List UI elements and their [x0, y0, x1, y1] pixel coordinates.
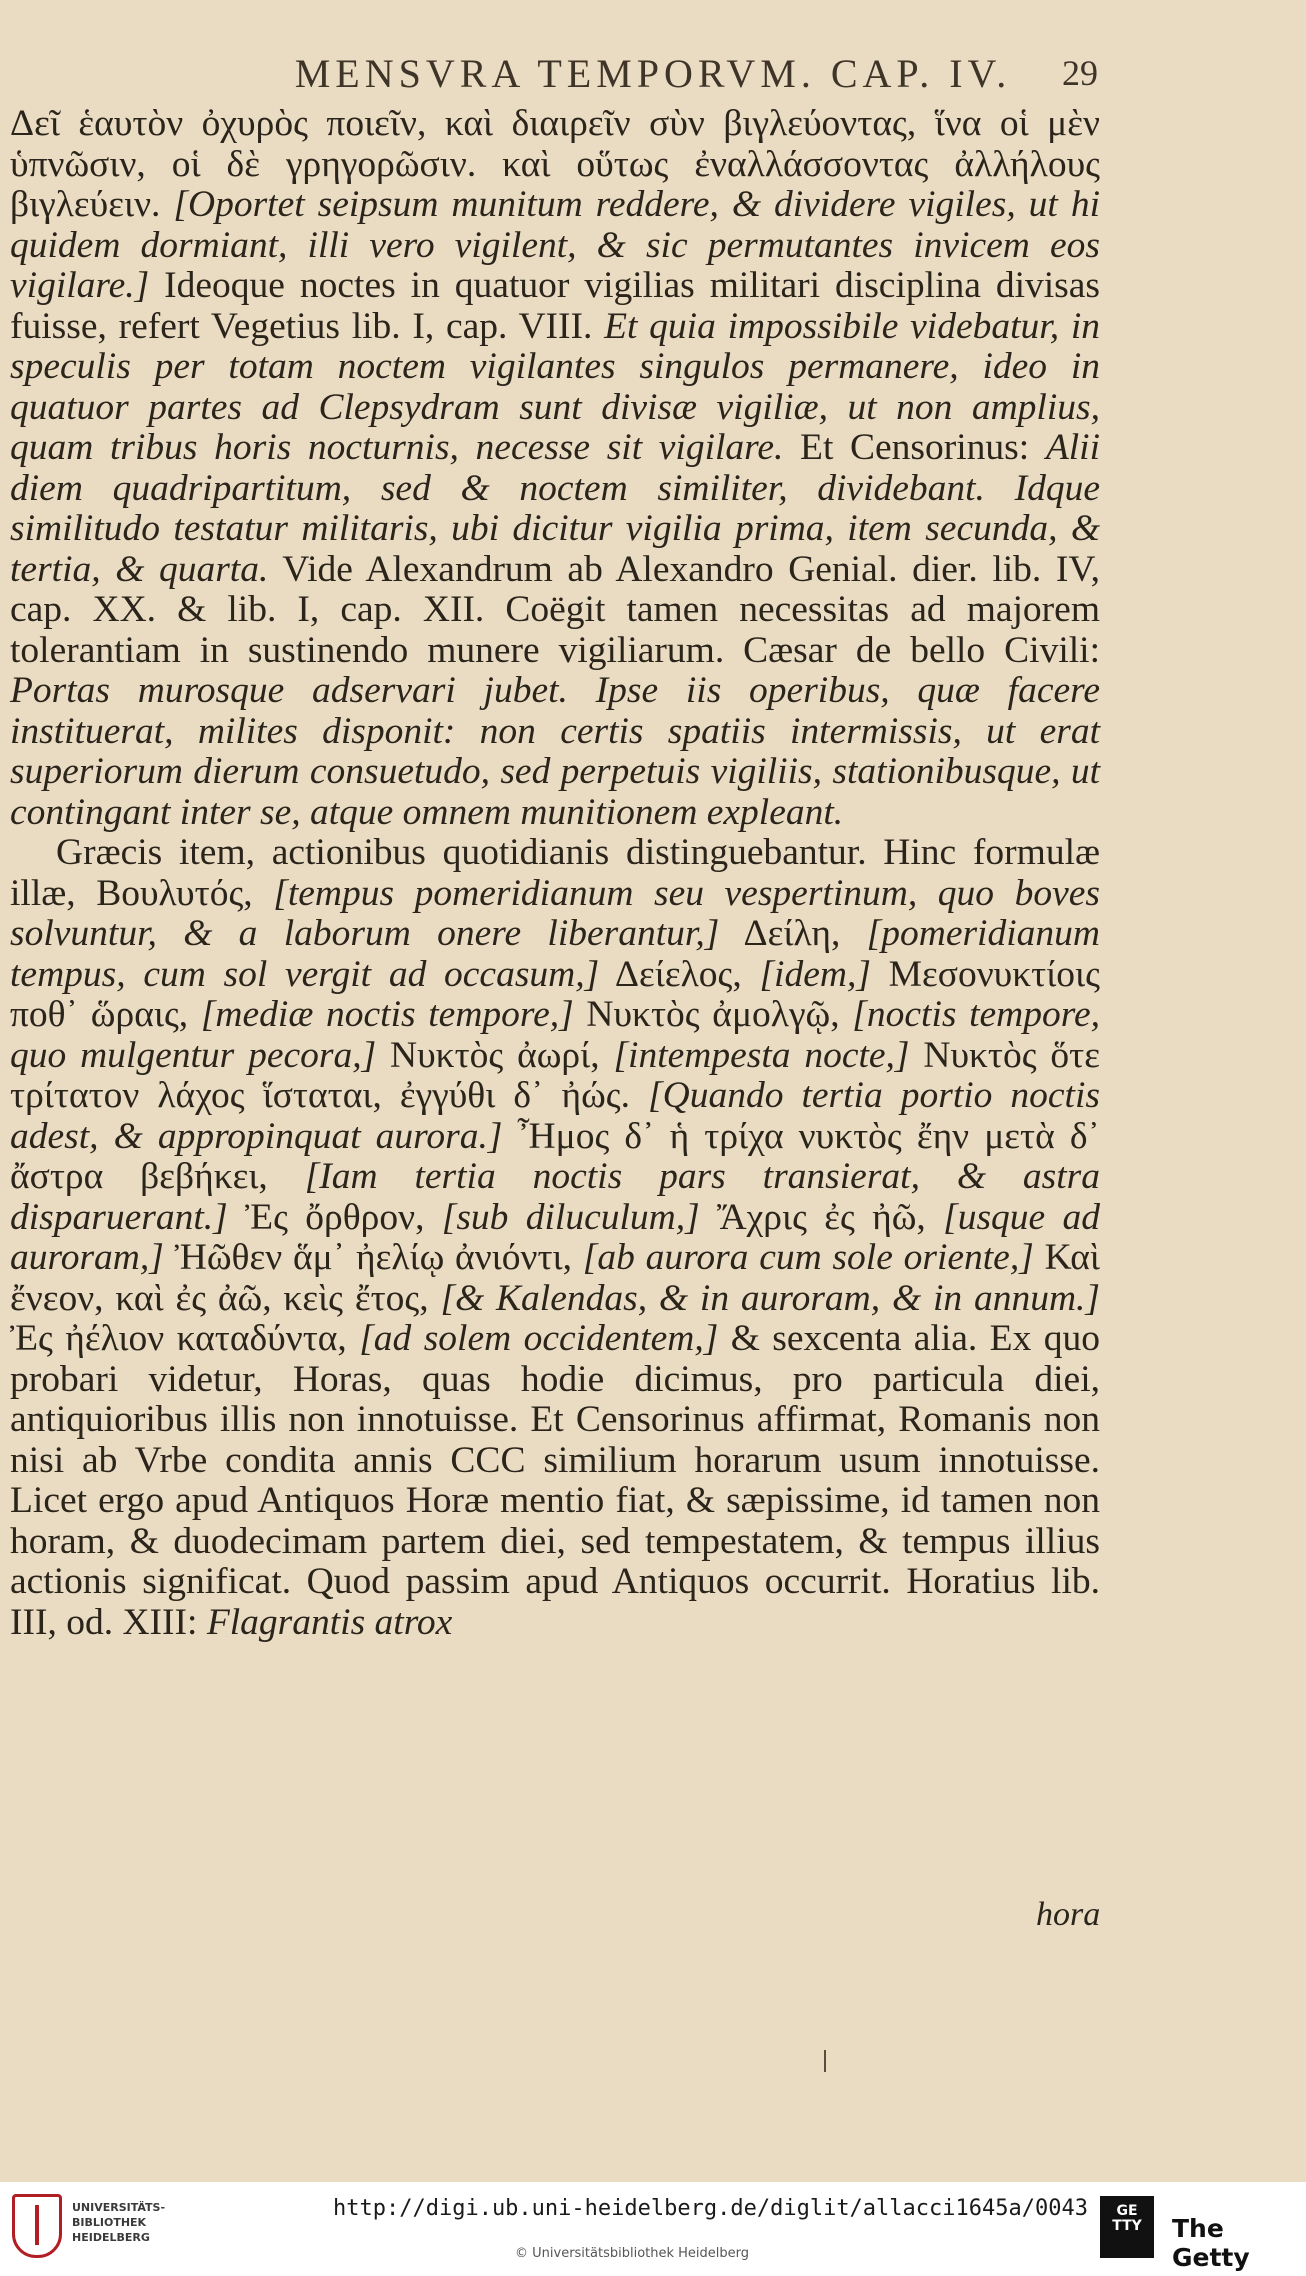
text-run: Δείελος,: [599, 953, 760, 995]
catchword: hora: [1036, 1896, 1101, 1933]
text-run: Δεῖ ἑαυτὸν ὀχυρὸς ποιεῖν, καὶ διαιρεῖν σὺν βιγλεύοντας, ἵνα οἱ μὲν ὑπνῶσιν, οἱ δὲ γρηγορῶσιν. καὶ οὕτως ἐναλλάσσοντας ἀλλήλους βιγλεύειν.: [10, 103, 1100, 225]
getty-label: The Getty: [1172, 2214, 1250, 2272]
paragraph-2: [10, 833, 1100, 1643]
running-head: MENSVRA TEMPORVM. CAP. IV.: [294, 51, 1012, 96]
latin-gloss: [tempus pomeridianum seu vespertinum, quo boves solvuntur, & a laborum onere liberantur,]: [10, 872, 1100, 954]
latin-gloss: Portas murosque adservari jubet. Ipse iis operibus, quæ facere instituerat, milites disponit: non certis spatiis intermissis, ut erat superiorum dierum consuetudo, sed perpetuis vigiliis, stationibusque, ut contingant inter se, atque omnem munitionem expleant.: [10, 670, 1100, 833]
latin-gloss: [Quando tertia portio noctis adest, & appropinquat aurora.]: [10, 1075, 1100, 1157]
latin-gloss: [pomeridianum tempus, cum sol vergit ad occasum,]: [10, 913, 1100, 995]
text-run: Νυκτὸς ὅτε τρίτατον λάχος ἵσταται, ἐγγύθι δ᾽ ἠώς.: [10, 1034, 1100, 1116]
text-run: Δείλη,: [719, 913, 867, 954]
latin-gloss: Flagrantis atrox: [206, 1601, 453, 1643]
viewer-footer: [0, 2182, 1306, 2276]
latin-gloss: [Iam tertia noctis pars transierat, & astra disparuerant.]: [10, 1156, 1100, 1238]
text-run: Καὶ ἔνεον, καὶ ἐς ἀῶ, κεὶς ἔτος,: [10, 1237, 1100, 1319]
library-shield-icon: [12, 2194, 62, 2258]
paragraph-1: [10, 104, 1100, 833]
text-run: Νυκτὸς ἀωρί,: [376, 1034, 614, 1076]
latin-gloss: Et quia impossibile videbatur, in speculis per totam noctem vigilantes singulos permanere, ideo in quatuor partes ad Clepsydram sunt divisæ vigiliæ, ut non amplius, quam tribus horis nocturnis, necesse sit vigilare.: [10, 305, 1100, 468]
page-mark: [824, 2050, 826, 2072]
latin-gloss: [ab aurora cum sole oriente,]: [582, 1237, 1034, 1278]
copyright-notice: © Universitätsbibliothek Heidelberg: [515, 2246, 750, 2261]
getty-mark-icon: GE TTY: [1100, 2196, 1154, 2258]
library-logo: [12, 2194, 192, 2264]
text-run: Græcis item, actionibus quotidianis distinguebantur. Hinc formulæ illæ, Βουλυτός,: [10, 832, 1100, 914]
latin-gloss: [Oportet seipsum munitum reddere, & dividere vigiles, ut hi quidem dormiant, illi vero vigilent, & sic permutantes invicem eos vigilare.]: [10, 184, 1100, 306]
latin-gloss: [sub diluculum,]: [441, 1196, 700, 1238]
text-run: Ἦμος δ᾽ ἡ τρίχα νυκτὸς ἔην μετὰ δ᾽ ἄστρα βεβήκει,: [10, 1115, 1100, 1197]
latin-gloss: [ad solem occidentem,]: [359, 1318, 719, 1359]
latin-gloss: [& Kalendas, & in auroram, & in annum.]: [440, 1277, 1100, 1319]
latin-gloss: [idem,]: [759, 953, 871, 995]
text-run: Ἐς ὄρθρον,: [227, 1196, 442, 1238]
text-run: Ἐς ἠέλιον καταδύντα,: [10, 1318, 360, 1359]
text-run: & sexcenta alia. Ex quo probari videtur, Horas, quas hodie dicimus, pro particula diei, antiquioribus illis non innotuisse. Et Censorinus affirmat, Romanis non nisi ab Vrbe condita annis CCC similium horarum usum innotuisse. Licet ergo apud Antiquos Horæ mentio fiat, & sæpissime, id tamen non horam, & duodecimam partem diei, sed tempestatem, & tempus illius actionis significat. Quod passim apud Antiquos occurrit. Horatius lib. III, od. XIII:: [10, 1318, 1100, 1643]
text-run: Vide Alexandrum ab Alexandro Genial. dier. lib. IV, cap. XX. & lib. I, cap. XII. Coëgit tamen necessitas ad majorem tolerantiam in sustinendo munere vigiliarum. Cæsar de bello Civili:: [10, 548, 1100, 671]
latin-gloss: [usque ad auroram,]: [10, 1196, 1100, 1278]
text-run: Ἄχρις ἐς ἠῶ,: [699, 1196, 944, 1238]
text-run: Ideoque noctes in quatuor vigilias militari disciplina divisas fuisse, refert Vegetius lib. I, cap. VIII.: [10, 265, 1100, 347]
page-text: [10, 104, 1100, 1643]
text-run: Ἠῶθεν ἅμ᾽ ἠελίῳ ἀνιόντι,: [163, 1237, 583, 1278]
permalink[interactable]: http://digi.ub.uni-heidelberg.de/diglit/allacci1645a/0043: [333, 2196, 1088, 2221]
latin-gloss: [intempesta nocte,]: [613, 1034, 910, 1076]
latin-gloss: Alii diem quadripartitum, sed & noctem similiter, dividebant. Idque similitudo testatur militaris, ubi dicitur vigilia prima, item secunda, & tertia, & quarta.: [10, 427, 1100, 590]
latin-gloss: [mediæ noctis tempore,]: [200, 994, 574, 1035]
text-run: Et Censorinus:: [783, 427, 1046, 468]
library-logo-text: UNIVERSITÄTS- BIBLIOTHEK HEIDELBERG: [72, 2201, 166, 2244]
text-run: Νυκτὸς ἀμολγῷ,: [573, 994, 853, 1035]
latin-gloss: [noctis tempore, quo mulgentur pecora,]: [10, 994, 1100, 1076]
page-number: 29: [1062, 53, 1098, 93]
getty-logo: [1100, 2196, 1300, 2272]
text-run: Μεσονυκτίοις ποθ᾽ ὥραις,: [10, 953, 1100, 1035]
